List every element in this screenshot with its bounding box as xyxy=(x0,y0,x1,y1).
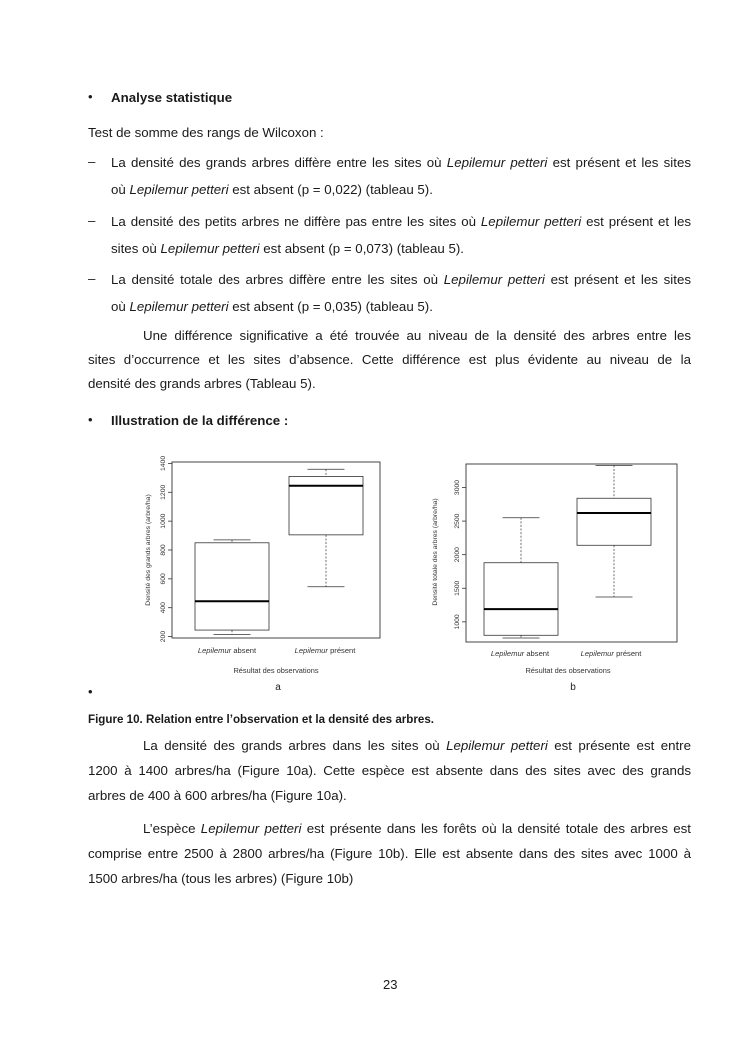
x-axis-label: Résultat des observations xyxy=(525,666,611,675)
category-label: Lepilemur absent xyxy=(490,649,550,658)
paragraph-densite-totale: L’espèce Lepilemur petteri est présente dans les forêts où la densité totale des arbres est comprise entre 2500 à 2800 arbres/ha (Figure 10b). Elle est absente dans des sites avec 1000 à 1500 arbres/ha (tous les arbres) (Figure 10b) xyxy=(88,821,691,886)
section-heading-analyse: Analyse statistique xyxy=(111,90,233,105)
y-axis-label: Densité des grands arbres (arbre/ha) xyxy=(145,494,152,606)
iqr-box xyxy=(195,543,269,630)
page-number: 23 xyxy=(383,977,398,992)
category-label: Lepilemur présent xyxy=(580,649,642,658)
boxplot-chart-a xyxy=(138,452,388,696)
y-tick-label: 1500 xyxy=(454,580,461,596)
y-tick-label: 200 xyxy=(160,630,167,643)
y-axis-label: Densité totale des arbres (arbre/ha) xyxy=(432,498,439,606)
y-tick-label: 2000 xyxy=(454,547,461,563)
y-tick-label: 1400 xyxy=(160,455,167,472)
iqr-box xyxy=(577,498,651,545)
result-item-3: La densité totale des arbres diffère entre les sites où Lepilemur petteri est présent et les sites où Lepilemur petteri est absent (p = 0,035) (tableau 5). xyxy=(111,272,691,314)
dash-marker: – xyxy=(88,154,96,169)
bullet: • xyxy=(88,684,93,699)
bullet: • xyxy=(88,89,93,104)
test-title: Test de somme des rangs de Wilcoxon : xyxy=(88,125,324,140)
y-tick-label: 400 xyxy=(160,602,167,614)
figure-caption: Figure 10. Relation entre l’observation et la densité des arbres. xyxy=(88,713,434,726)
y-tick-label: 1200 xyxy=(160,484,167,500)
y-tick-label: 1000 xyxy=(454,614,461,630)
y-tick-label: 2500 xyxy=(454,513,461,529)
y-tick-label: 800 xyxy=(160,544,167,556)
panel-label-a: a xyxy=(275,682,281,693)
paragraph-grands-arbres: La densité des grands arbres dans les sites où Lepilemur petteri est présente est entre 1200 à 1400 arbres/ha (Figure 10a). Cette espèce est absente dans des sites avec des grands arbres de 400 à 600 arbres/ha (Figure 10a). xyxy=(88,738,691,803)
result-item-2: La densité des petits arbres ne diffère pas entre les sites où Lepilemur petteri est présent et les sites où Lepilemur petteri est absent (p = 0,073) (tableau 5). xyxy=(111,214,691,256)
dash-marker: – xyxy=(88,271,96,286)
iqr-box xyxy=(484,563,558,636)
category-label: Lepilemur présent xyxy=(294,646,356,655)
y-tick-label: 3000 xyxy=(454,479,461,496)
x-axis-label: Résultat des observations xyxy=(233,666,319,675)
y-tick-label: 1000 xyxy=(160,513,167,529)
boxplot-chart-b xyxy=(428,452,690,696)
panel-label-b: b xyxy=(570,682,576,693)
bullet: • xyxy=(88,412,93,427)
section-heading-illustration: Illustration de la différence : xyxy=(111,413,289,428)
y-tick-label: 600 xyxy=(160,573,167,585)
dash-marker: – xyxy=(88,213,96,228)
paragraph-difference: Une différence significative a été trouvée au niveau de la densité des arbres entre les sites d’occurrence et les sites d’absence. Cette différence est plus évidente au niveau de la densité des grands arbres (Tableau 5). xyxy=(88,328,691,391)
category-label: Lepilemur absent xyxy=(197,646,257,655)
result-item-1: La densité des grands arbres diffère entre les sites où Lepilemur petteri est présent et les sites où Lepilemur petteri est absent (p = 0,022) (tableau 5). xyxy=(111,155,691,197)
